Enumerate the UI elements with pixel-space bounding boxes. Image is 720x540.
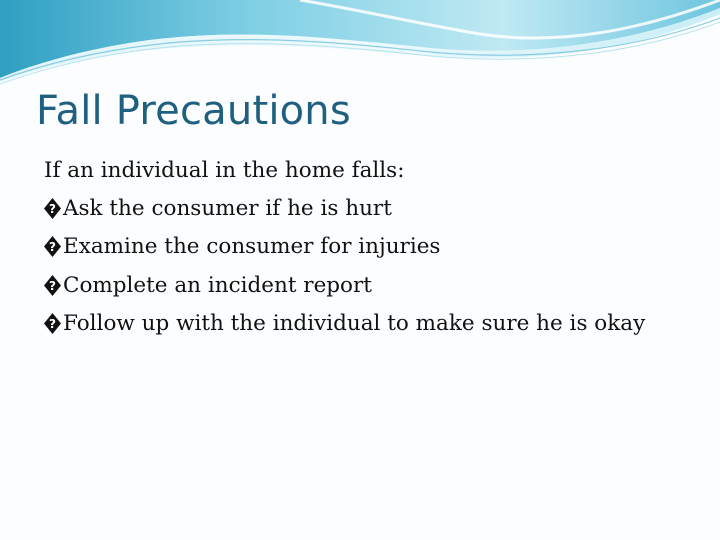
bullet-text: Complete an incident report xyxy=(63,272,372,298)
svg-text:?: ? xyxy=(49,278,56,293)
bullet-text: Follow up with the individual to make sure he is okay xyxy=(63,310,646,336)
bullet-item xyxy=(44,305,704,343)
bullet-text: Examine the consumer for injuries xyxy=(63,234,441,260)
bullet-item xyxy=(44,267,704,305)
svg-text:?: ? xyxy=(49,240,56,255)
missing-glyph-icon xyxy=(44,198,61,219)
bullet-item xyxy=(44,190,704,228)
bullet-text: Ask the consumer if he is hurt xyxy=(63,196,392,222)
svg-text:?: ? xyxy=(49,316,56,331)
svg-text:?: ? xyxy=(49,202,56,217)
slide-title: Fall Precautions xyxy=(36,88,351,134)
bullet-item xyxy=(44,228,704,266)
missing-glyph-icon xyxy=(44,275,61,296)
slide-body xyxy=(44,152,704,343)
intro-line: If an individual in the home falls: xyxy=(44,158,405,183)
wave-header-decoration xyxy=(0,0,720,90)
missing-glyph-icon xyxy=(44,313,61,334)
missing-glyph-icon xyxy=(44,236,61,257)
